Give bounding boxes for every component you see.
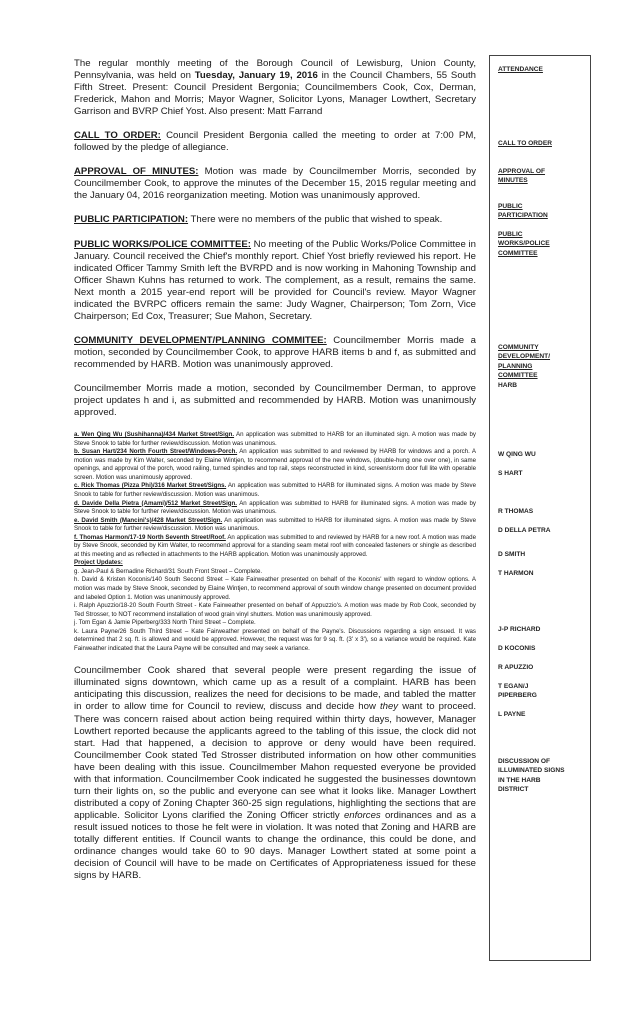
side-d-koconis: D KOCONIS <box>498 645 536 652</box>
community-development-heading: COMMUNITY DEVELOPMENT/PLANNING COMMITEE: <box>74 334 327 346</box>
call-to-order-paragraph: CALL TO ORDER: Council President Bergonia called the meeting to order at 7:00 PM, followed by the pledge of allegiance. <box>74 130 476 154</box>
side-community-development: COMMUNITY DEVELOPMENT/ PLANNING COMMITTEE <box>498 344 551 380</box>
side-l-payne: L PAYNE <box>498 711 526 718</box>
margin-topics-box <box>489 55 591 961</box>
minutes-body <box>74 58 476 882</box>
community-development-paragraph: COMMUNITY DEVELOPMENT/PLANNING COMMITEE: Councilmember Morris made a motion, seconded by Councilmember Cook, to approve HARB items b and f, as submitted and recommended by HARB. Motion was unanimously approved. <box>74 334 477 370</box>
harb-item: b. Susan Hart/234 North Fourth Street/Windows-Porch. An application was submitted to and reviewed by HARB for windows and a porch. A motion was made by Kim Walter, seconded by Elaine Wintjen, to recommend approval of the new windows, (double-hung one over one), in same openings, and approval of the porch, wood railing, turned spindles and top rail, steps reconstructed in kind, screen/storm door full lite with operable screen. Motion was unanimously approved. <box>74 448 476 481</box>
harb-item: e. David Smith (Mancini's)/428 Market Street/Sign. An application was submitted to HARB for illuminated signs. A motion was made by Steve Snook to table for further review/discussion. Motion was unanimous. <box>74 516 477 533</box>
harb-item: d. Davide Della Pietra (Amami)/512 Market Street/Sign. An application was submitted to HARB for illuminated signs. A motion was made by Steve Snook to table for further review/discussion. Motion was unanimous. <box>74 499 476 516</box>
side-r-apuzzio: R APUZZIO <box>498 664 534 671</box>
side-d-smith: D SMITH <box>498 551 526 558</box>
harb-item: a. Wen Qing Wu (Sushihanna)/434 Market Street/Sign. An application was submitted to HARB for an illuminated sign. A motion was made by Steve Snook to table for further review/discussion. Motion was unanimous. <box>74 431 476 447</box>
side-public-participation: PUBLIC PARTICIPATION <box>498 203 548 220</box>
harb-item: f. Thomas Harmon/17-19 North Seventh Street/Roof. An application was submitted to and reviewed by HARB for a new roof. A motion was made by Steve Snook, seconded by Kim Walter, to recommend approval for a standing seam metal roof with concealed fasteners or shingle as described at this meeting and as reflected in attachments to the HARB application. Motion was unanimously approved. <box>74 533 476 558</box>
side-s-hart: S HART <box>498 470 523 477</box>
second-motion-paragraph: Councilmember Morris made a motion, seconded by Councilmember Derman, to approve project updates h and i, as submitted and recommended by HARB. Motion was unanimously approved. <box>74 382 476 419</box>
approval-of-minutes-paragraph: APPROVAL OF MINUTES: Motion was made by Councilmember Morris, seconded by Councilmember Cook, to approve the minutes of the December 15, 2015 regular meeting and the January 04, 2016 reorganization meeting. Motion was unanimously approved. <box>74 166 476 202</box>
meeting-date: Tuesday, January 19, 2016 <box>194 70 318 82</box>
public-works-paragraph: PUBLIC WORKS/POLICE COMMITTEE: No meeting of the Public Works/Police Committee in January. Council received the Chief's monthly report. Chief Yost briefly reviewed his report. He indicated Officer Tammy Smith left the BVRPD and is now working in Mahoning Township and Officer Shawn Kuhns has returned to work. The complement, as a result, remains the same. Next month a 2015 year-end report will be provided for Council's review. Mayor Wagner indicated the BVRPC officers remain the same: Judy Wagner, Chairperson; Tom Zorn, Vice Chairperson; Ed Cox, Treasurer; Sue Mahon, Secretary. <box>74 238 476 322</box>
project-update-item: i. Ralph Apuzzio/18-20 South Fourth Street - Kate Fairweather presented on behalf of Appuzzio's. A motion was made by Rob Cook, seconded by Ted Strosser, to NOT recommend installation of wood grain vinyl shutters. Motion was unanimously approved. <box>74 602 476 618</box>
side-discussion: DISCUSSION OF ILLUMINATED SIGNS IN THE HARB DISTRICT <box>498 758 565 794</box>
side-public-works: PUBLIC WORKS/POLICE COMMITTEE <box>498 231 550 257</box>
project-update-item: j. Tom Egan & Jamie Piperberg/333 North Third Street – Complete. <box>74 619 256 627</box>
public-participation-heading: PUBLIC PARTICIPATION: <box>74 214 189 226</box>
harb-items-list <box>74 431 476 653</box>
side-t-harmon: T HARMON <box>498 570 534 577</box>
side-d-della-petra: D DELLA PETRA <box>498 527 551 534</box>
side-call-to-order: CALL TO ORDER <box>498 140 552 147</box>
side-jp-richard: J-P RICHARD <box>498 626 541 633</box>
project-update-item: g. Jean-Paul & Bernadine Richard/31 South Front Street – Complete. <box>74 567 263 575</box>
public-participation-paragraph: PUBLIC PARTICIPATION: There were no members of the public that wished to speak. <box>74 214 443 226</box>
side-approval-of-minutes: APPROVAL OF MINUTES <box>498 168 546 185</box>
side-harb: HARB <box>498 382 518 389</box>
project-update-item: h. David & Kristen Koconis/140 South Second Street – Kate Fairweather presented on behalf of the Koconis' with regard to window options. A motion was made by Steve Snook, seconded by Elaine Wintjen, to recommend approval of south window change presented on document provided and labeled Option 1. Motion was unanimously approved. <box>74 576 476 601</box>
intro-paragraph: The regular monthly meeting of the Borough Council of Lewisburg, Union County, Pennsylvania, was held on Tuesday, January 19, 2016 in the Council Chambers, 55 South Fifth Street. Present: Council President Bergonia; Councilmembers Cook, Cox, Derman, Frederick, Mahon and Morris; Mayor Wagner, Solicitor Lyons, Manager Lowthert, Secretary Garrison and BVRP Chief Yost. Also present: Matt Farrand <box>74 58 477 118</box>
call-to-order-heading: CALL TO ORDER: <box>74 130 161 142</box>
side-t-egan: T EGAN/J PIPERBERG <box>498 683 537 700</box>
harb-item: c. Rick Thomas (Pizza Phi)/316 Market Street/Signs. An application was submitted to HARB for illuminated signs. A motion was made by Steve Snook to table for further review/discussion. Motion was unanimous. <box>74 482 476 498</box>
project-updates-heading: Project Updates: <box>74 559 123 567</box>
illuminated-signs-discussion: Councilmember Cook shared that several people were present regarding the issue of illuminated signs downtown, which came up as a result of a complaint. HARB has been anticipating this discussion, realizes the need for decisions to be made, and tabled the matter in order to allow time for Council to review, discuss and decide how they want to proceed. There was concern raised about action being required within thirty days, however, Manager Lowthert reported because the applicants agreed to the tabling of this issue, the clock did not start. Had that happened, a decision to approve or deny would have been required. Councilmember Cook stated Ted Strosser distributed information on how other communities have been dealing with this issue. Councilmember Mahon requested everyone be provided with that information. Councilmember Cook indicated he suggested the businesses downtown turn their lights on, so the public and everyone can see what it looks like. Manager Lowthert distributed a copy of Zoning Chapter 360-25 sign regulations, highlighting the sections that are applicable. Solicitor Lyons clarified the Zoning Officer strictly enforces ordinances and as a result issued notices to those he felt were in violation. It was noted that Zoning and HARB are totally different entities. If Council wants to change the ordinance, this could be done, and ordinance changes would take 60 to 90 days. Manager Lowthert stated at some point a decision of Council will have to be made on Certificates of Appropriateness issued for these signs by HARB. <box>74 665 476 882</box>
side-r-thomas: R THOMAS <box>498 508 534 515</box>
side-w-qing-wu: W QING WU <box>498 451 536 458</box>
approval-of-minutes-heading: APPROVAL OF MINUTES: <box>74 166 199 178</box>
project-update-item: k. Laura Payne/26 South Third Street – Kate Fairweather presented on behalf of the Payne's. Discussions regarding a sign ensued. It was determined that 2 sq. ft. is allowed and would be approved. However, the request was for 9 sq. ft. (3' x 3'), so a variance would be required. Kate Fairweather indicated that the Laura Payne will be consulted and may seek a variance. <box>74 627 476 652</box>
side-attendance: ATTENDANCE <box>498 66 543 73</box>
public-works-heading: PUBLIC WORKS/POLICE COMMITTEE: <box>74 238 251 250</box>
